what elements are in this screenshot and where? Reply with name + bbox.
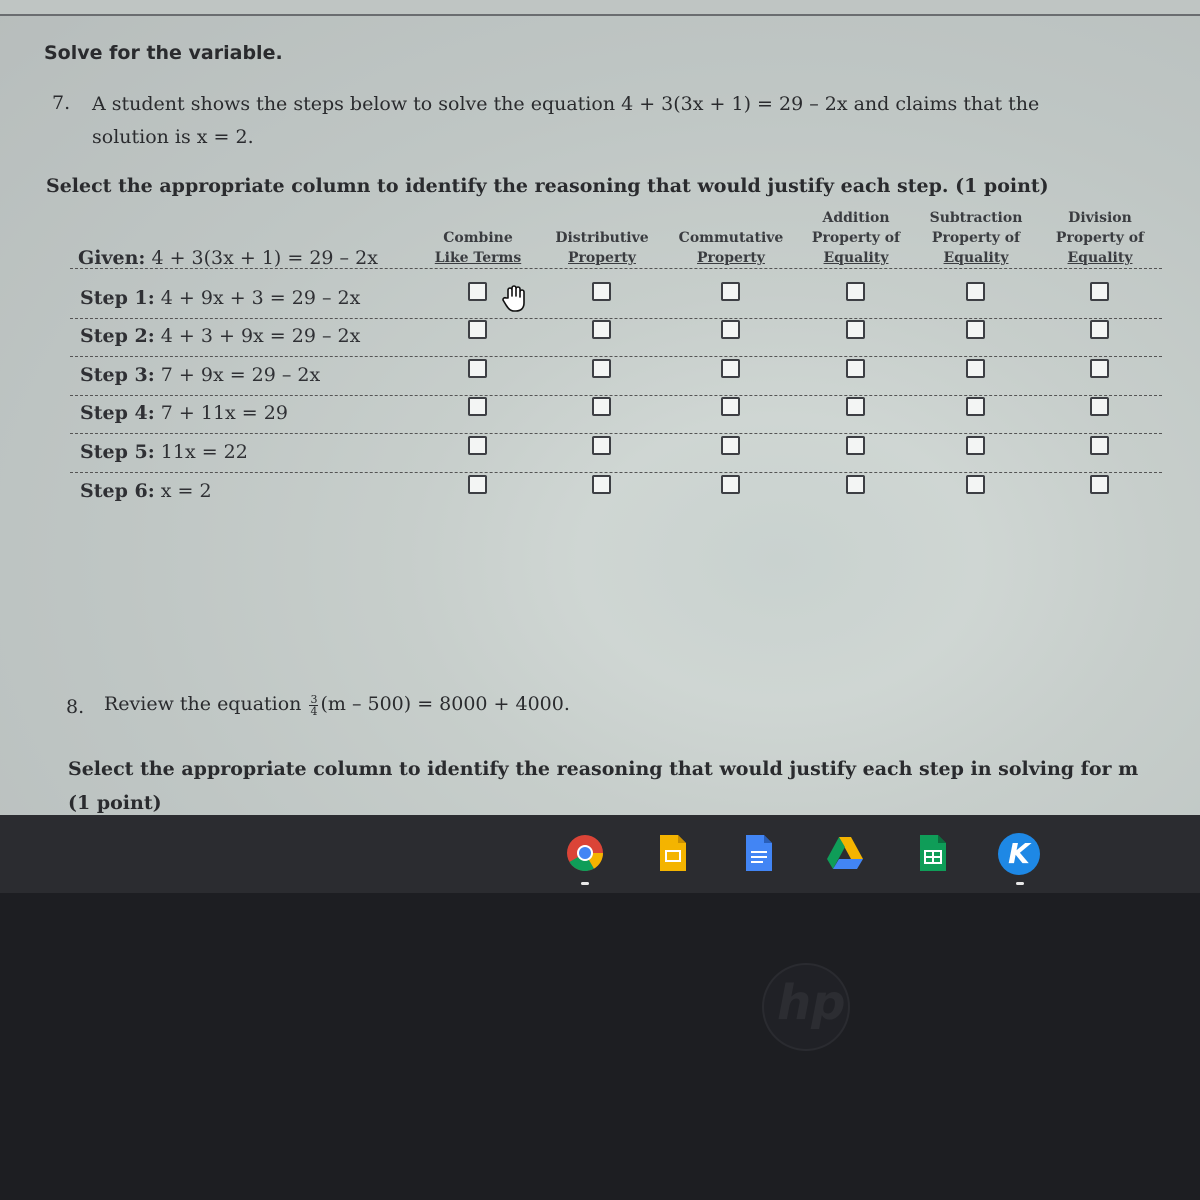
- step-expression: 11x = 22: [160, 441, 248, 463]
- column-header-4-line3: Equality: [943, 250, 1009, 266]
- header-divider: [70, 268, 1162, 269]
- checkbox-step6-col1[interactable]: [468, 475, 487, 494]
- column-header-1-line2: Distributive: [555, 230, 649, 246]
- drive-icon[interactable]: [825, 833, 865, 873]
- laptop-bezel: [0, 893, 1200, 1200]
- step-label: Step 2:: [80, 325, 155, 347]
- column-header-3-line3: Equality: [823, 250, 889, 266]
- checkbox-step5-col5[interactable]: [966, 436, 985, 455]
- column-header-5-line3: Equality: [1067, 250, 1133, 266]
- given-label: Given:: [78, 247, 146, 269]
- checkbox-step2-col3[interactable]: [721, 320, 740, 339]
- checkbox-step4-col6[interactable]: [1090, 397, 1109, 416]
- step-label: Step 3:: [80, 364, 155, 386]
- question-8-suffix: (m – 500) = 8000 + 4000.: [320, 693, 570, 715]
- step-6: [80, 480, 212, 502]
- checkbox-step3-col5[interactable]: [966, 359, 985, 378]
- given-equation: [78, 247, 378, 269]
- checkbox-step4-col5[interactable]: [966, 397, 985, 416]
- checkbox-step5-col6[interactable]: [1090, 436, 1109, 455]
- column-header-0: [418, 208, 538, 268]
- column-header-4-line1: Subtraction: [929, 210, 1023, 226]
- column-header-3-line1: Addition: [822, 210, 890, 226]
- checkbox-step3-col1[interactable]: [468, 359, 487, 378]
- checkbox-step6-col4[interactable]: [846, 475, 865, 494]
- column-header-2-line3: Property: [697, 250, 765, 266]
- fraction-numerator: 3: [310, 692, 318, 706]
- column-header-1-line3: Property: [568, 250, 636, 266]
- checkbox-step3-col4[interactable]: [846, 359, 865, 378]
- step-label: Step 5:: [80, 441, 155, 463]
- step-expression: 4 + 3 + 9x = 29 – 2x: [160, 325, 361, 347]
- step-label: Step 4:: [80, 402, 155, 424]
- checkbox-step5-col1[interactable]: [468, 436, 487, 455]
- chrome-icon[interactable]: [565, 833, 605, 873]
- hp-logo-text: hp: [777, 975, 846, 1031]
- question-8-prefix: Review the equation: [104, 693, 302, 715]
- step-3: [80, 364, 320, 386]
- docs-icon[interactable]: [738, 833, 778, 873]
- column-header-2: [671, 208, 791, 268]
- checkbox-step1-col2[interactable]: [592, 282, 611, 301]
- step-2: [80, 325, 360, 347]
- kami-running-indicator: [1016, 882, 1024, 885]
- question-8-instruction-line1: Select the appropriate column to identify the reasoning that would justify each step in solving for m: [68, 758, 1139, 780]
- kami-letter: K: [1008, 837, 1030, 870]
- checkbox-step1-col5[interactable]: [966, 282, 985, 301]
- checkbox-step2-col6[interactable]: [1090, 320, 1109, 339]
- checkbox-step1-col6[interactable]: [1090, 282, 1109, 301]
- chrome-running-indicator: [581, 882, 589, 885]
- checkbox-step5-col3[interactable]: [721, 436, 740, 455]
- step-5: [80, 441, 248, 463]
- step-4: [80, 402, 288, 424]
- row-divider: [70, 433, 1162, 434]
- column-header-1-line1: [542, 208, 662, 228]
- section-heading: Solve for the variable.: [44, 42, 283, 64]
- column-header-3: [796, 208, 916, 268]
- fraction-denominator: 4: [310, 704, 318, 718]
- column-header-3-line2: Property of: [811, 230, 901, 246]
- fraction: [309, 694, 318, 717]
- step-expression: 7 + 9x = 29 – 2x: [160, 364, 321, 386]
- checkbox-step2-col1[interactable]: [468, 320, 487, 339]
- step-expression: 7 + 11x = 29: [160, 402, 288, 424]
- checkbox-step5-col4[interactable]: [846, 436, 865, 455]
- row-divider: [70, 472, 1162, 473]
- step-expression: x = 2: [160, 480, 212, 502]
- column-header-5-line2: Property of: [1055, 230, 1145, 246]
- column-header-4-line2: Property of: [931, 230, 1021, 246]
- column-header-2-line2: Commutative: [678, 230, 784, 246]
- top-edge: [0, 0, 1200, 16]
- question-7-line2: solution is x = 2.: [92, 126, 254, 148]
- checkbox-step2-col2[interactable]: [592, 320, 611, 339]
- column-header-0-line1: [418, 208, 538, 228]
- question-7-text: [92, 88, 1102, 154]
- question-8-instruction: [68, 752, 1148, 815]
- column-header-0-line3: Like Terms: [434, 250, 522, 266]
- kami-icon[interactable]: [998, 833, 1040, 875]
- checkbox-step1-col4[interactable]: [846, 282, 865, 301]
- checkbox-step6-col2[interactable]: [592, 475, 611, 494]
- checkbox-step5-col2[interactable]: [592, 436, 611, 455]
- checkbox-step4-col2[interactable]: [592, 397, 611, 416]
- column-header-1: [542, 208, 662, 268]
- question-8-instruction-line2: (1 point): [68, 792, 162, 814]
- row-divider: [70, 395, 1162, 396]
- slides-icon[interactable]: [652, 833, 692, 873]
- row-divider: [70, 318, 1162, 319]
- checkbox-step4-col1[interactable]: [468, 397, 487, 416]
- column-header-2-line1: [671, 208, 791, 228]
- column-header-5: [1040, 208, 1160, 268]
- row-divider: [70, 356, 1162, 357]
- checkbox-step6-col5[interactable]: [966, 475, 985, 494]
- step-label: Step 6:: [80, 480, 155, 502]
- question-7-line1: A student shows the steps below to solve the equation 4 + 3(3x + 1) = 29 – 2x and claims that the: [92, 93, 1040, 115]
- step-expression: 4 + 9x + 3 = 29 – 2x: [160, 287, 361, 309]
- checkbox-step2-col5[interactable]: [966, 320, 985, 339]
- column-header-4: [916, 208, 1036, 268]
- question-7-number: 7.: [52, 92, 71, 114]
- question-8-text: [104, 693, 570, 717]
- question-7-instruction: Select the appropriate column to identify the reasoning that would justify each step. (1 point): [46, 175, 1049, 197]
- checkbox-step4-col3[interactable]: [721, 397, 740, 416]
- checkbox-step6-col3[interactable]: [721, 475, 740, 494]
- checkbox-step1-col3[interactable]: [721, 282, 740, 301]
- step-label: Step 1:: [80, 287, 155, 309]
- checkbox-step3-col3[interactable]: [721, 359, 740, 378]
- checkbox-step2-col4[interactable]: [846, 320, 865, 339]
- checkbox-step1-col1[interactable]: [468, 282, 487, 301]
- question-8-number: 8.: [66, 696, 85, 718]
- given-expression: 4 + 3(3x + 1) = 29 – 2x: [151, 247, 378, 269]
- hand-cursor-icon: [500, 284, 530, 314]
- step-1: [80, 287, 360, 309]
- checkbox-step6-col6[interactable]: [1090, 475, 1109, 494]
- checkbox-step3-col2[interactable]: [592, 359, 611, 378]
- checkbox-step4-col4[interactable]: [846, 397, 865, 416]
- column-header-0-line2: Combine: [443, 230, 513, 246]
- sheets-icon[interactable]: [912, 833, 952, 873]
- column-header-5-line1: Division: [1068, 210, 1132, 226]
- checkbox-step3-col6[interactable]: [1090, 359, 1109, 378]
